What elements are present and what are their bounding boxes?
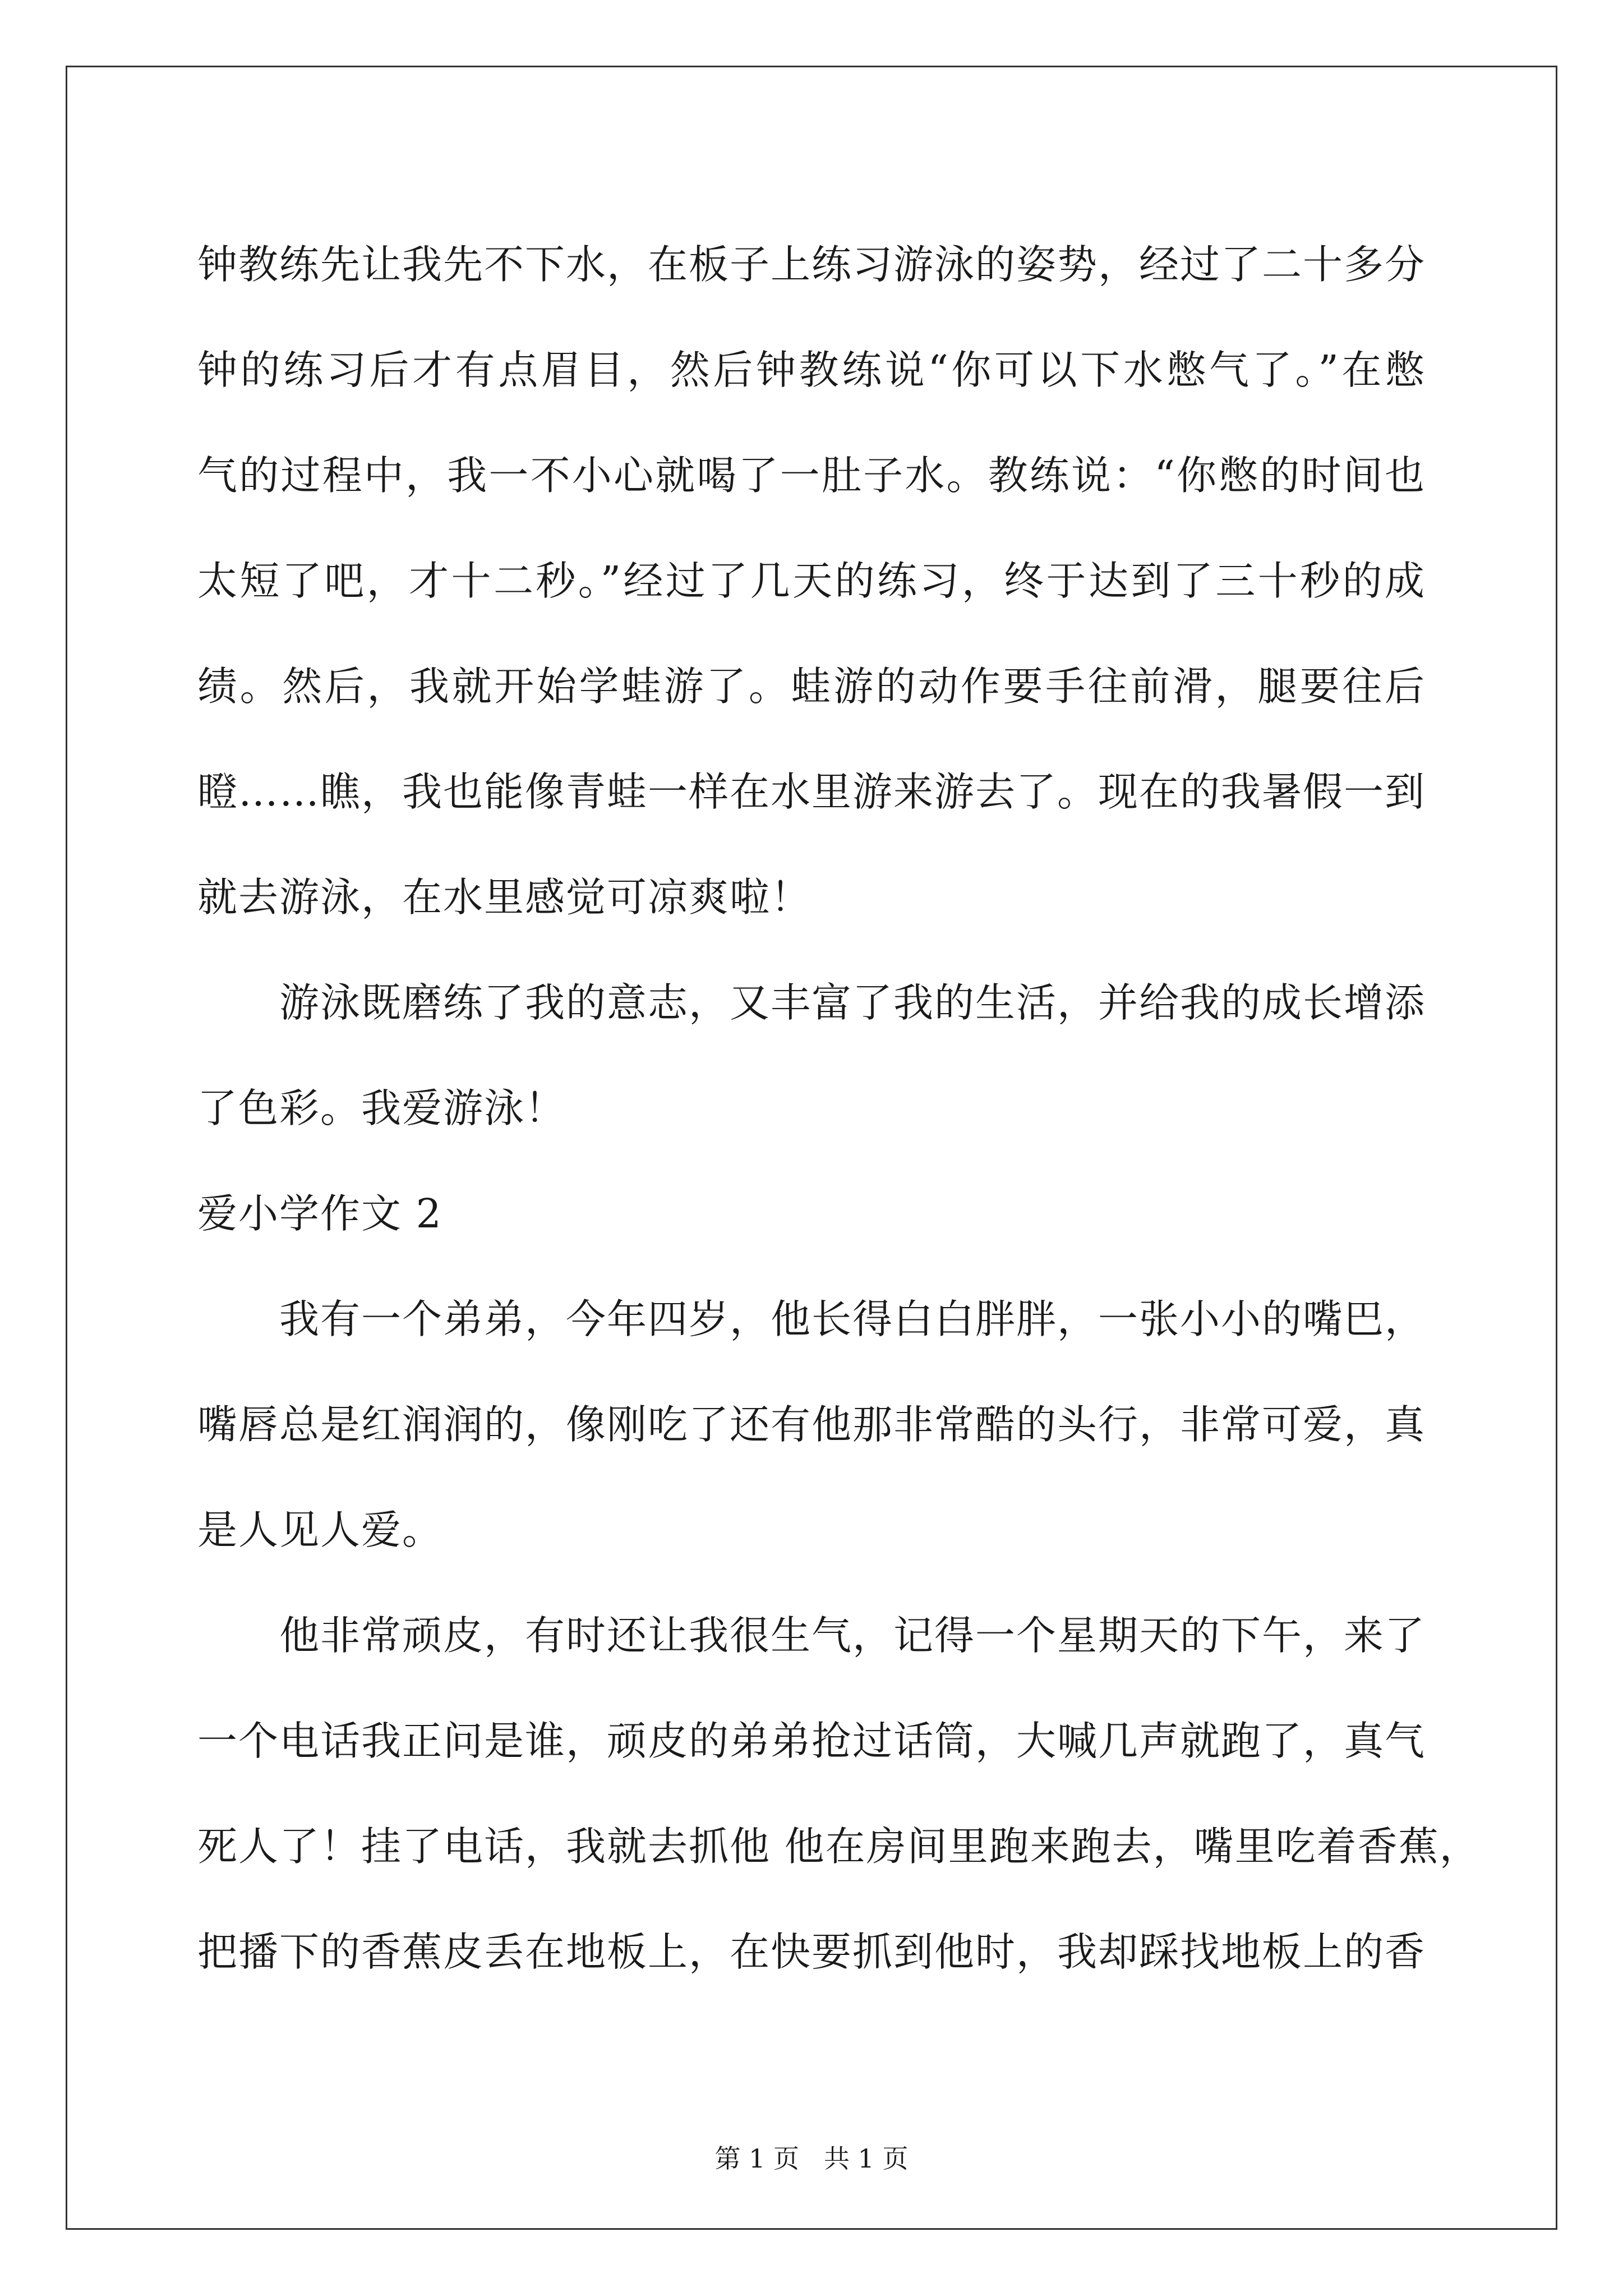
text-line: 就去游泳，在水里感觉可凉爽啦！ xyxy=(197,874,812,921)
text-line: 把播下的香蕉皮丢在地板上，在快要抓到他时，我却踩找地板上的香 xyxy=(197,1929,1426,1975)
section-heading: 爱小学作文 2 xyxy=(197,1190,442,1237)
text-line: 一个电话我正问是谁，顽皮的弟弟抢过话筒，大喊几声就跑了，真气 xyxy=(197,1718,1426,1764)
page-number: 第 1 页 xyxy=(714,2143,800,2174)
text-line: 了色彩。我爱游泳！ xyxy=(197,1085,566,1131)
page-total: 共 1 页 xyxy=(823,2143,909,2174)
text-line: 钟教练先让我先不下水，在板子上练习游泳的姿势，经过了二十多分 xyxy=(197,241,1426,288)
document-body xyxy=(197,212,1481,2005)
text-line: 是人见人爱。 xyxy=(197,1507,444,1553)
text-line: 瞪……瞧，我也能像青蛙一样在水里游来游去了。现在的我暑假一到 xyxy=(197,769,1426,815)
text-line: 气的过程中，我一不小心就喝了一肚子水。教练说：“你憋的时间也 xyxy=(197,452,1426,499)
text-line: 太短了吧，才十二秒。”经过了几天的练习，终于达到了三十秒的成 xyxy=(197,558,1426,604)
text-line: 我有一个弟弟，今年四岁，他长得白白胖胖，一张小小的嘴巴， xyxy=(279,1296,1426,1342)
text-line: 钟的练习后才有点眉目，然后钟教练说“你可以下水憋气了。”在憋 xyxy=(197,347,1426,393)
text-line: 他非常顽皮，有时还让我很生气，记得一个星期天的下午，来了 xyxy=(279,1612,1426,1659)
text-line: 游泳既磨练了我的意志，又丰富了我的生活，并给我的成长增添 xyxy=(279,979,1426,1026)
text-line: 绩。然后，我就开始学蛙游了。蛙游的动作要手往前滑，腿要往后 xyxy=(197,663,1426,710)
page-footer xyxy=(0,2138,1623,2175)
text-line: 死人了！挂了电话，我就去抓他 他在房间里跑来跑去，嘴里吃着香蕉， xyxy=(197,1823,1481,1870)
text-line: 嘴唇总是红润润的，像刚吃了还有他那非常酷的头行，非常可爱，真 xyxy=(197,1401,1426,1448)
